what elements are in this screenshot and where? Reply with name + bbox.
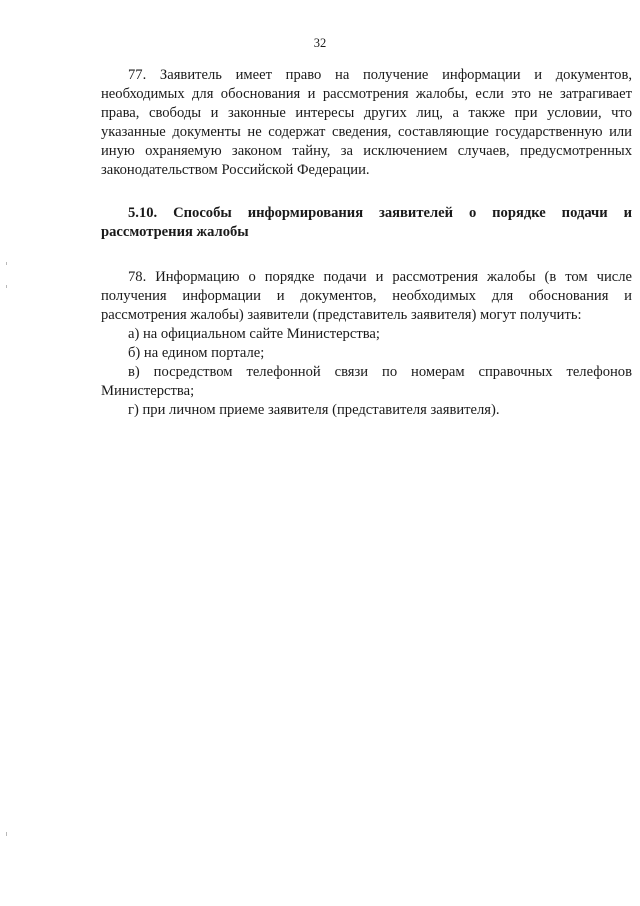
list-item-b: б) на едином портале; (128, 345, 265, 361)
paragraph-78: 78. Информацию о порядке подачи и рассмотрения жалобы (в том числе получения информации и документов, необходимых для обоснования и рассмотрения жалобы) заявители (представитель заявителя) могут получить: (101, 269, 632, 323)
list-item-v: в) посредством телефонной связи по номерам справочных телефонов Министерства; (101, 364, 632, 399)
scan-artifact-mark (6, 285, 7, 288)
scan-artifact-mark (6, 262, 7, 265)
section-heading-5-10: 5.10. Способы информирования заявителей о порядке подачи и рассмотрения жалобы (101, 205, 632, 240)
scan-artifact-mark (6, 832, 7, 836)
document-body (101, 66, 632, 420)
list-item-g: г) при личном приеме заявителя (представителя заявителя). (128, 402, 500, 418)
paragraph-77: 77. Заявитель имеет право на получение информации и документов, необходимых для обоснования и рассмотрения жалобы, если это не затрагивает права, свободы и законные интересы других лиц, а также при условии, что указанные документы не содержат сведения, составляющие государственную или иную охраняемую законом тайну, за исключением случаев, предусмотренных законодательством Российской Федерации. (101, 67, 632, 178)
page-number: 32 (313, 36, 327, 50)
list-item-a: а) на официальном сайте Министерства; (128, 326, 380, 342)
